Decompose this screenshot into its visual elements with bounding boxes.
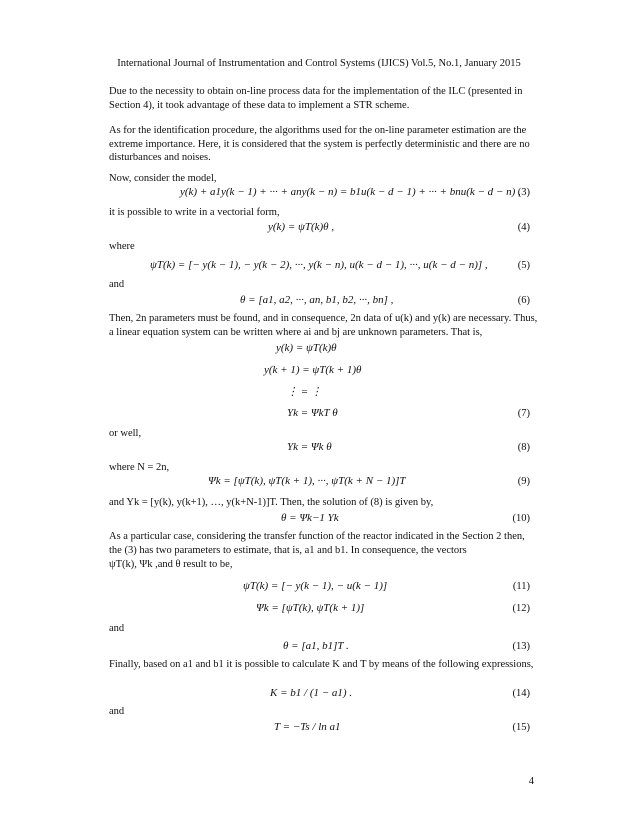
system-line-1: y(k) = ψT(k)θ — [276, 342, 337, 354]
equation-number-6: (6) — [517, 295, 530, 306]
equation-4: y(k) = ψT(k)θ , — [268, 221, 335, 233]
system-line-3: ⋮ = ⋮ — [287, 386, 322, 398]
paragraph-6: and — [109, 279, 125, 290]
equation-9: Ψk = [ψT(k), ψT(k + 1), ···, ψT(k + N − 1)]T — [208, 475, 406, 487]
paragraph-9: where N = 2n, — [109, 462, 170, 473]
equation-8: Yk = Ψk θ — [287, 441, 332, 453]
paragraph-12: and — [109, 623, 125, 634]
paragraph-11b: ψT(k), Ψk ,and θ result to be, — [109, 559, 233, 570]
paragraph-14: and — [109, 706, 125, 717]
equation-number-8: (8) — [517, 442, 530, 453]
equation-number-15: (15) — [512, 722, 530, 733]
page-number: 4 — [528, 776, 534, 787]
equation-10: θ = Ψk−1 Yk — [281, 512, 339, 524]
equation-number-7: (7) — [517, 408, 530, 419]
equation-3: y(k) + a1y(k − 1) + ··· + any(k − n) = b1u(k − d − 1) + ··· + bnu(k − d − n) , — [180, 186, 521, 198]
paragraph-7: Then, 2n parameters must be found, and in consequence, 2n data of u(k) and y(k) are necessary. Thus, a linear equation system can be written where ai and bj are unknown parameters. That is, — [109, 313, 538, 338]
equation-14: K = b1 / (1 − a1) . — [270, 687, 353, 699]
equation-5: ψT(k) = [− y(k − 1), − y(k − 2), ···, y(k − n), u(k − d − 1), ···, u(k − d − n)] , — [150, 259, 488, 271]
system-line-2: y(k + 1) = ψT(k + 1)θ — [264, 364, 362, 376]
journal-header: International Journal of Instrumentation and Control Systems (IJICS) Vol.5, No.1, January 2015 — [117, 58, 521, 69]
equation-6: θ = [a1, a2, ···, an, b1, b2, ···, bn] , — [240, 294, 394, 306]
equation-number-11: (11) — [512, 581, 530, 592]
equation-12: Ψk = [ψT(k), ψT(k + 1)] — [256, 602, 365, 614]
paragraph-13: Finally, based on a1 and b1 it is possible to calculate K and T by means of the following expressions, — [109, 659, 534, 670]
equation-13: θ = [a1, b1]T . — [283, 640, 349, 652]
equation-7: Yk = ΨkT θ — [287, 407, 338, 419]
paragraph-11: As a particular case, considering the transfer function of the reactor indicated in the Section 2 then, the (3) has two parameters to estimate, that is, a1 and b1. In consequence, the vectors — [109, 531, 525, 556]
paragraph-10: and Yk = [y(k), y(k+1), …, y(k+N-1)]T. Then, the solution of (8) is given by, — [109, 497, 434, 508]
equation-number-14: (14) — [512, 688, 530, 699]
paragraph-2: As for the identification procedure, the algorithms used for the on-line parameter estimation are the extreme importance. Here, it is considered that the system is perfectly deterministic and there are no disturbances and noises. — [109, 125, 530, 163]
equation-number-12: (12) — [512, 603, 530, 614]
equation-11: ψT(k) = [− y(k − 1), − u(k − 1)] — [243, 580, 388, 592]
equation-number-3: (3) — [517, 187, 530, 198]
paragraph-1: Due to the necessity to obtain on-line process data for the implementation of the ILC (presented in Section 4), it took advantage of these data to implement a STR scheme. — [109, 86, 523, 111]
equation-number-9: (9) — [517, 476, 530, 487]
paragraph-4: it is possible to write in a vectorial form, — [109, 207, 280, 218]
equation-15: T = −Ts / ln a1 — [274, 721, 341, 733]
paragraph-5: where — [109, 241, 135, 252]
equation-number-13: (13) — [512, 641, 530, 652]
paragraph-8: or well, — [109, 428, 142, 439]
equation-number-10: (10) — [512, 513, 530, 524]
paragraph-3: Now, consider the model, — [109, 173, 217, 184]
equation-number-4: (4) — [517, 222, 530, 233]
equation-number-5: (5) — [517, 260, 530, 271]
